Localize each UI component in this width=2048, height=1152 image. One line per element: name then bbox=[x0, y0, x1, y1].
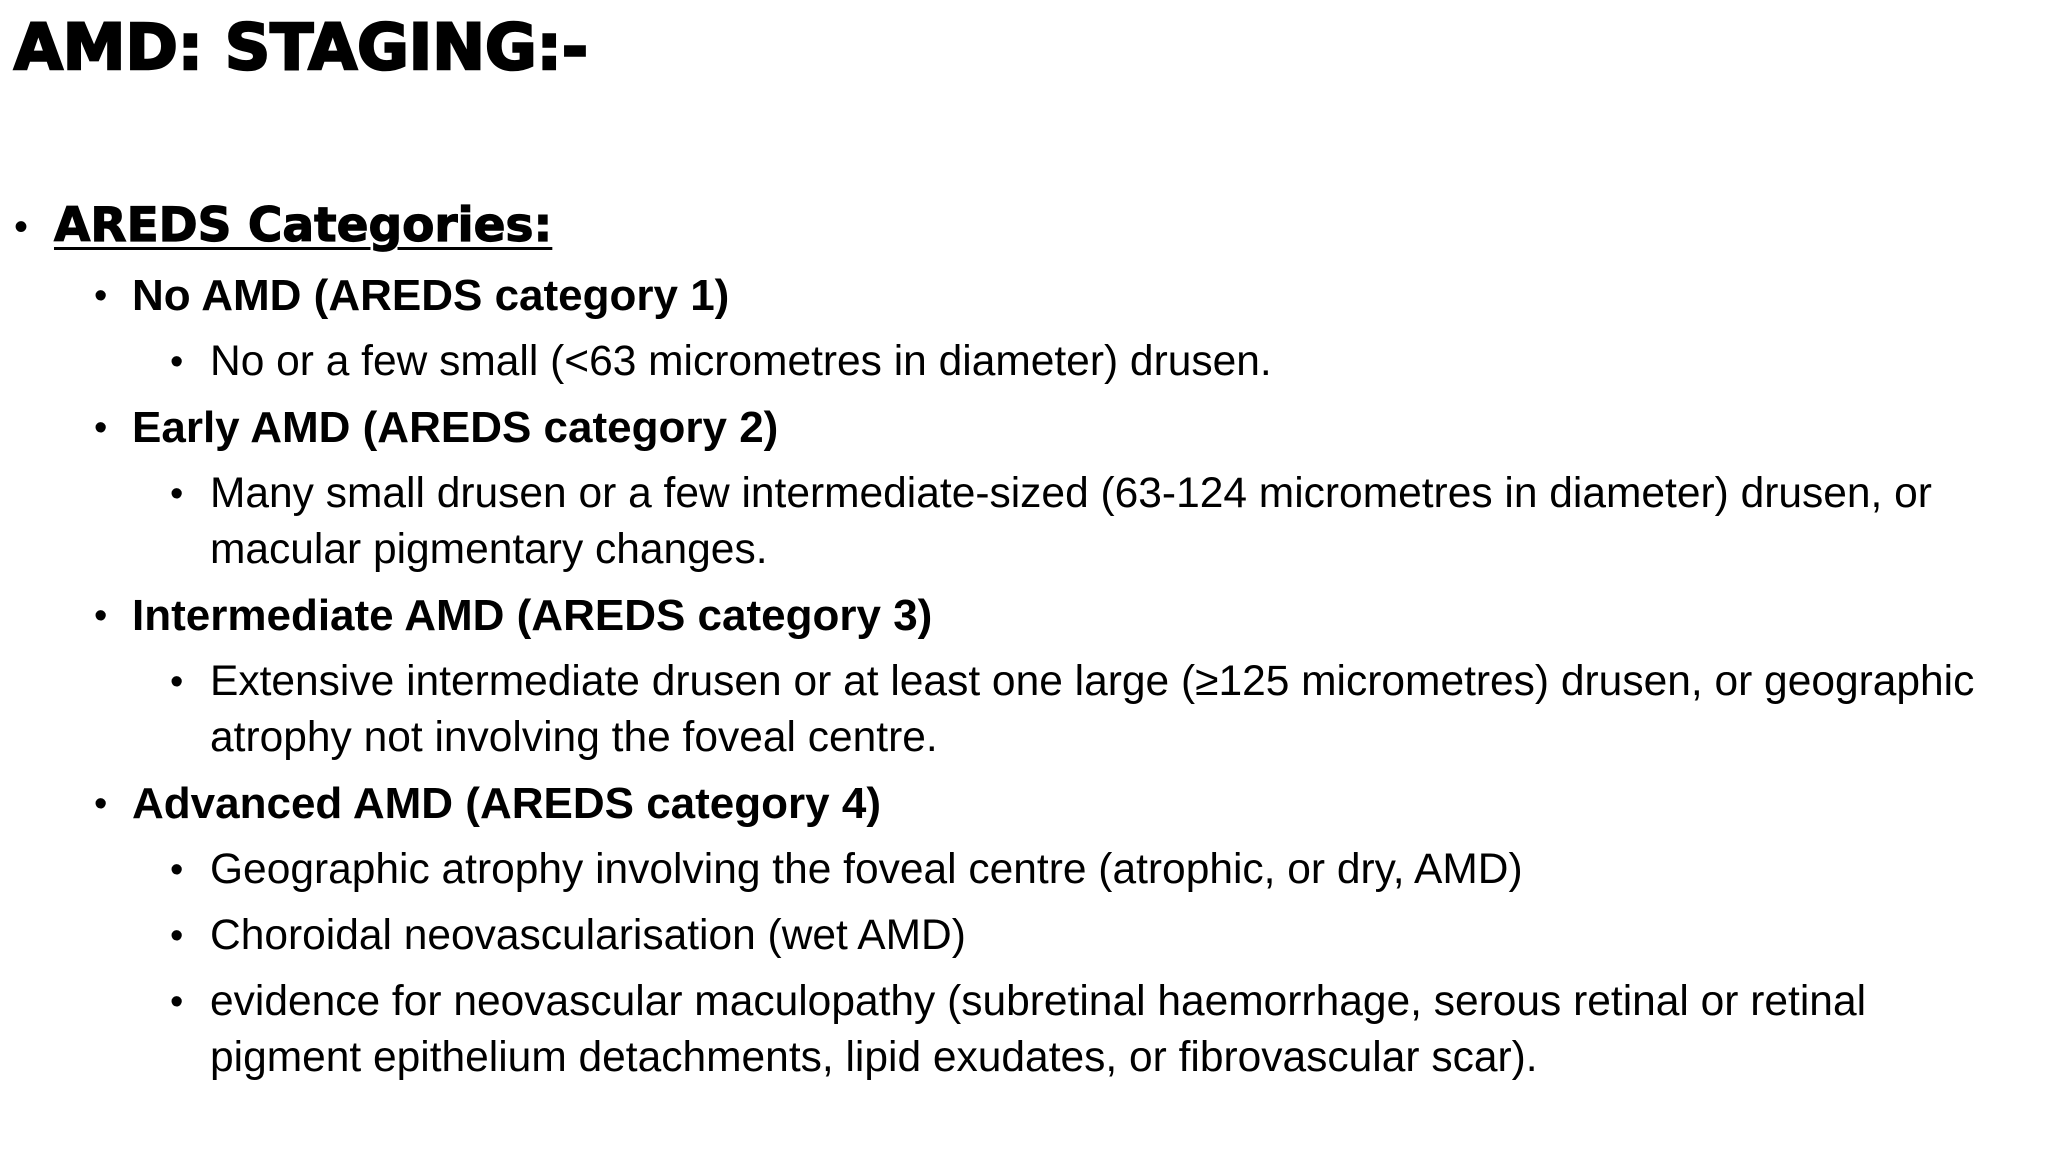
category-label: No AMD (AREDS category 1) bbox=[132, 271, 730, 320]
category-label: Intermediate AMD (AREDS category 3) bbox=[132, 591, 933, 640]
bullet-icon: • bbox=[170, 341, 184, 383]
bullet-icon: • bbox=[94, 783, 108, 825]
category-item bbox=[0, 771, 2048, 837]
category-detail bbox=[0, 903, 1980, 969]
category-detail-text: evidence for neovascular maculopathy (subretinal haemorrhage, serous retinal or retinal pigment epithelium detachments, lipid exudates, or fibrovascular scar). bbox=[210, 978, 1867, 1081]
section-heading: AREDS Categories: bbox=[54, 198, 553, 253]
category-detail-text: Many small drusen or a few intermediate-sized (63-124 micrometres in diameter) drusen, or macular pigmentary changes. bbox=[210, 470, 1932, 573]
bullet-icon: • bbox=[170, 915, 184, 957]
bullet-icon: • bbox=[94, 275, 108, 317]
bullet-icon: • bbox=[94, 595, 108, 637]
category-detail bbox=[0, 649, 1980, 771]
category-detail-text: Geographic atrophy involving the foveal centre (atrophic, or dry, AMD) bbox=[210, 846, 1523, 893]
bullet-icon: • bbox=[170, 661, 184, 703]
bullet-icon: • bbox=[170, 981, 184, 1023]
category-detail bbox=[0, 969, 1980, 1091]
category-label: Advanced AMD (AREDS category 4) bbox=[132, 779, 881, 828]
category-detail bbox=[0, 837, 1980, 903]
section-areds-categories bbox=[0, 195, 2048, 263]
category-item bbox=[0, 583, 2048, 649]
category-detail-text: No or a few small (<63 micrometres in diameter) drusen. bbox=[210, 338, 1272, 385]
category-detail bbox=[0, 329, 1980, 395]
bullet-icon: • bbox=[94, 407, 108, 449]
bullet-icon: • bbox=[14, 205, 29, 249]
category-detail bbox=[0, 461, 1980, 583]
bullet-icon: • bbox=[170, 849, 184, 891]
page-title: AMD: STAGING:- bbox=[14, 11, 589, 84]
category-detail-text: Extensive intermediate drusen or at least one large (≥125 micrometres) drusen, or geographic atrophy not involving the foveal centre. bbox=[210, 658, 1975, 761]
category-item bbox=[0, 395, 2048, 461]
category-detail-text: Choroidal neovascularisation (wet AMD) bbox=[210, 912, 966, 959]
category-label: Early AMD (AREDS category 2) bbox=[132, 403, 779, 452]
bullet-icon: • bbox=[170, 473, 184, 515]
slide-content bbox=[0, 195, 2048, 1091]
category-item bbox=[0, 263, 2048, 329]
